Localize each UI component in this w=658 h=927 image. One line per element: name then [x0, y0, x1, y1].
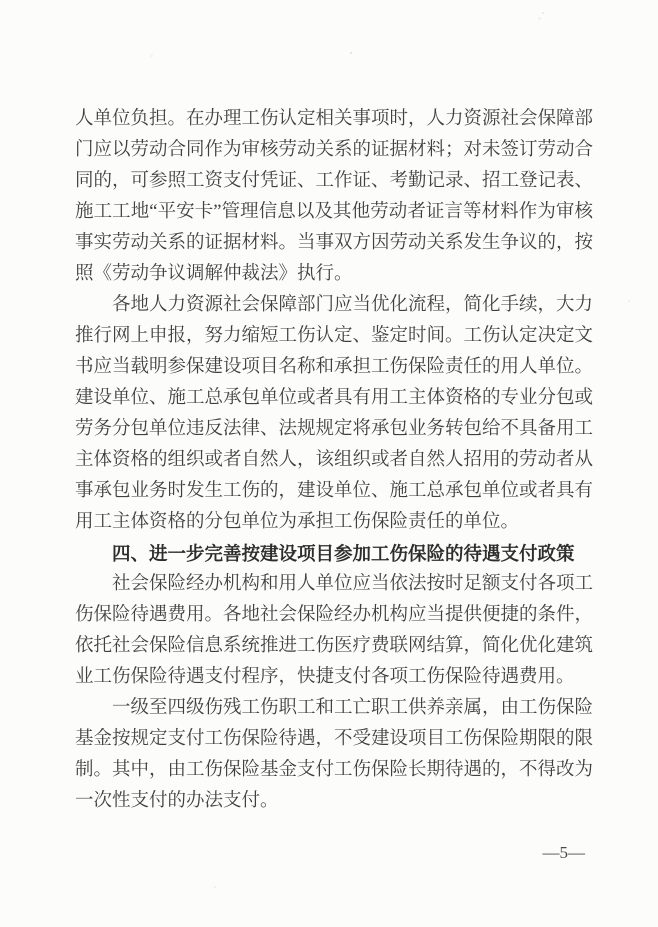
scan-speckle: [542, 12, 544, 14]
body-paragraph: 社会保险经办机构和用人单位应当依法按时足额支付各项工伤保险待遇费用。各地社会保险经办机构应当提供便捷的条件，依托社会保险信息系统推进工伤医疗费联网结算，简化优化建筑业工伤保险待遇支付程序，快捷支付各项工伤保险待遇费用。: [75, 574, 594, 687]
scan-speckle: [350, 52, 352, 54]
scan-speckle: [214, 886, 216, 888]
section-heading: 四、进一步完善按建设项目参加工伤保险的待遇支付政策: [112, 543, 575, 564]
document-body: [75, 104, 593, 817]
page-number: —5—: [542, 843, 585, 862]
body-paragraph: 各地人力资源社会保障部门应当优化流程，简化手续，大力推行网上申报，努力缩短工伤认定、鉴定时间。工伤认定决定文书应当载明参保建设项目名称和承担工伤保险责任的用人单位。建设单位、施工总承包单位或者具有用工主体资格的专业分包或劳务分包单位违反法律、法规规定将承包业务转包给不具备用工主体资格的组织或者自然人，该组织或者自然人招用的劳动者从事承包业务时发生工伤的，建设单位、施工总承包单位或者具有用工主体资格的分包单位为承担工伤保险责任的单位。: [75, 295, 594, 532]
body-paragraph: 一级至四级伤残工伤职工和工亡职工供养亲属，由工伤保险基金按规定支付工伤保险待遇，不受建设项目工伤保险期限的限制。其中，由工伤保险基金支付工伤保险长期待遇的，不得改为一次性支付的办法支付。: [75, 698, 594, 811]
scan-speckle: [628, 300, 630, 302]
body-paragraph: 人单位负担。在办理工伤认定相关事项时，人力资源社会保障部门应以劳动合同作为审核劳动关系的证据材料；对未签订劳动合同的，可参照工资支付凭证、工作证、考勤记录、招工登记表、施工工地“平安卡”管理信息以及其他劳动者证言等材料作为审核事实劳动关系的证据材料。当事双方因劳动关系发生争议的，按照《劳动争议调解仲裁法》执行。: [75, 109, 594, 284]
